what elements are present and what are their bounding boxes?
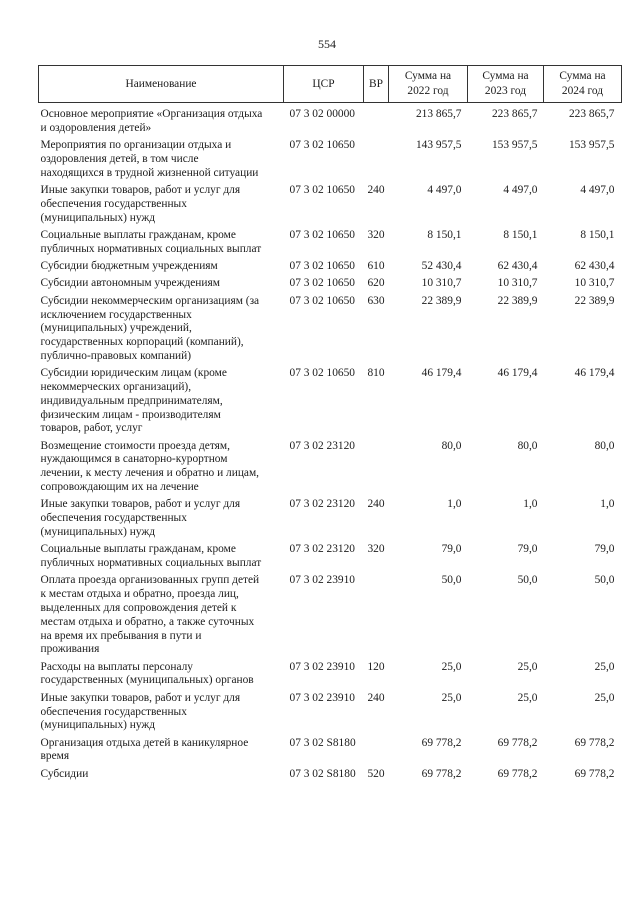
row-vr: 630 xyxy=(367,294,385,307)
row-name: Субсидии автономным учреждениям xyxy=(40,277,220,290)
row-csr: 07 3 02 S8180 xyxy=(289,767,356,780)
row-name: Основное мероприятие «Организация отдыха и оздоровления детей» xyxy=(40,108,263,134)
row-sum-2022: 25,0 xyxy=(441,660,462,673)
row-sum-2022: 69 778,2 xyxy=(421,767,462,780)
row-sum-2024: 22 389,9 xyxy=(574,294,615,307)
row-sum-2024: 10 310,7 xyxy=(574,277,615,290)
row-csr: 07 3 02 23910 xyxy=(289,691,355,704)
row-name: Иные закупки товаров, работ и услуг для обеспечения государственных (муниципальных) нужд xyxy=(40,184,241,224)
table-row xyxy=(39,573,622,659)
table-row xyxy=(39,365,622,437)
row-sum-2024: 79,0 xyxy=(594,543,615,556)
row-sum-2022: 50,0 xyxy=(441,574,462,587)
table-row xyxy=(39,137,622,182)
row-vr xyxy=(364,573,389,659)
row-sum-2024: 1,0 xyxy=(600,498,615,511)
row-sum-2023: 223 865,7 xyxy=(491,108,538,121)
row-csr: 07 3 02 S8180 xyxy=(289,736,356,749)
header-sum-2022-line2: 2022 год xyxy=(407,85,449,97)
table-row xyxy=(39,542,622,573)
table-header xyxy=(39,66,622,103)
header-row xyxy=(39,66,622,103)
table-row xyxy=(39,438,622,497)
header-sum-2024-line2: 2024 год xyxy=(561,85,604,97)
row-sum-2022: 79,0 xyxy=(441,543,462,556)
row-sum-2022: 22 389,9 xyxy=(421,294,462,307)
row-name: Социальные выплаты гражданам, кроме публичных нормативных социальных выплат xyxy=(40,229,262,255)
row-sum-2022: 52 430,4 xyxy=(421,260,462,273)
row-sum-2022: 25,0 xyxy=(441,691,462,704)
row-vr xyxy=(364,438,389,497)
row-sum-2024: 25,0 xyxy=(594,691,615,704)
row-vr: 520 xyxy=(367,767,385,780)
table-row xyxy=(39,690,622,735)
row-sum-2022: 8 150,1 xyxy=(427,229,462,242)
row-sum-2023: 80,0 xyxy=(517,439,538,452)
row-sum-2022: 80,0 xyxy=(441,439,462,452)
row-csr: 07 3 02 23120 xyxy=(289,439,355,452)
row-sum-2023: 8 150,1 xyxy=(503,229,538,242)
row-sum-2022: 143 957,5 xyxy=(415,139,462,152)
row-vr: 320 xyxy=(367,229,385,242)
header-sum-2024 xyxy=(544,66,622,103)
table-row xyxy=(39,182,622,227)
row-vr: 620 xyxy=(367,277,385,290)
row-sum-2024: 46 179,4 xyxy=(574,367,615,380)
row-name: Организация отдыха детей в каникулярное время xyxy=(40,736,249,763)
row-name: Субсидии некоммерческим организациям (за исключением государственных (муниципальных) учреждений, государственных корпораций (компаний), публично-правовых компаний) xyxy=(40,294,260,362)
row-sum-2023: 25,0 xyxy=(517,660,538,673)
row-sum-2022: 1,0 xyxy=(447,498,462,511)
row-csr: 07 3 02 23910 xyxy=(289,660,355,673)
row-name: Социальные выплаты гражданам, кроме публичных нормативных социальных выплат xyxy=(40,543,262,570)
row-csr: 07 3 02 10650 xyxy=(289,229,355,242)
table-row xyxy=(39,258,622,275)
row-csr: 07 3 02 23120 xyxy=(289,543,355,556)
row-sum-2024: 50,0 xyxy=(594,574,615,587)
table-row xyxy=(39,659,622,690)
row-sum-2022: 46 179,4 xyxy=(421,367,462,380)
table-row xyxy=(39,293,622,365)
row-sum-2024: 62 430,4 xyxy=(574,260,615,273)
row-name: Субсидии бюджетным учреждениям xyxy=(40,260,218,273)
row-name: Мероприятия по организации отдыха и оздоровления детей, в том числе находящихся в трудной жизненной ситуации xyxy=(40,139,259,179)
row-sum-2024: 153 957,5 xyxy=(568,139,615,152)
table-row xyxy=(39,227,622,258)
row-csr: 07 3 02 00000 xyxy=(289,108,355,121)
row-sum-2023: 79,0 xyxy=(517,543,538,556)
header-csr: ЦСР xyxy=(284,66,364,103)
row-name: Оплата проезда организованных групп детей к местам отдыха и обратно, проезда лиц, выделенных для сопровождения детей к местам отдыха и обратно, а также суточных на время их пребывания в пути и проживания xyxy=(40,574,260,656)
row-sum-2024: 69 778,2 xyxy=(574,767,615,780)
row-csr: 07 3 02 23910 xyxy=(289,574,355,587)
budget-table xyxy=(38,65,622,783)
row-sum-2024: 8 150,1 xyxy=(580,229,615,242)
row-vr: 320 xyxy=(367,543,385,556)
row-csr: 07 3 02 10650 xyxy=(289,294,355,307)
row-sum-2024: 80,0 xyxy=(594,439,615,452)
row-vr: 240 xyxy=(367,691,385,704)
table-row xyxy=(39,766,622,783)
table-row xyxy=(39,103,622,138)
row-sum-2022: 4 497,0 xyxy=(427,184,462,197)
header-vr: ВР xyxy=(364,66,389,103)
row-vr: 240 xyxy=(367,498,385,511)
row-name: Иные закупки товаров, работ и услуг для обеспечения государственных (муниципальных) нужд xyxy=(40,691,241,732)
table-row xyxy=(39,276,622,293)
row-sum-2022: 213 865,7 xyxy=(415,108,462,121)
page-number: 554 xyxy=(318,37,336,51)
row-sum-2024: 223 865,7 xyxy=(568,108,615,121)
row-name: Субсидии xyxy=(40,767,89,780)
row-sum-2023: 46 179,4 xyxy=(497,367,538,380)
row-sum-2024: 25,0 xyxy=(594,660,615,673)
row-sum-2024: 69 778,2 xyxy=(574,736,615,749)
row-name: Возмещение стоимости проезда детям, нуждающимся в санаторно-курортном лечении, к месту лечения и обратно и лицам, сопровождающим их на лечение xyxy=(40,439,260,494)
row-name: Иные закупки товаров, работ и услуг для обеспечения государственных (муниципальных) нужд xyxy=(40,498,241,538)
row-sum-2023: 1,0 xyxy=(523,498,538,511)
table-row xyxy=(39,497,622,542)
row-csr: 07 3 02 23120 xyxy=(289,498,355,511)
row-sum-2023: 62 430,4 xyxy=(497,260,538,273)
row-vr: 120 xyxy=(367,660,385,673)
row-csr: 07 3 02 10650 xyxy=(289,277,355,290)
row-csr: 07 3 02 10650 xyxy=(289,260,355,273)
header-sum-2023-line2: 2023 год xyxy=(484,85,527,97)
row-sum-2023: 22 389,9 xyxy=(497,294,538,307)
row-sum-2023: 69 778,2 xyxy=(497,767,538,780)
row-sum-2023: 10 310,7 xyxy=(497,277,538,290)
row-name: Субсидии юридическим лицам (кроме некоммерческих организаций), индивидуальным предпринимателям, физическим лицам - производителям товаров, работ, услуг xyxy=(40,367,227,435)
row-vr xyxy=(364,137,389,182)
header-sum-2023 xyxy=(468,66,544,103)
row-csr: 07 3 02 10650 xyxy=(289,184,355,197)
row-sum-2023: 25,0 xyxy=(517,691,538,704)
row-vr: 810 xyxy=(367,367,385,380)
row-vr: 610 xyxy=(367,260,385,273)
row-sum-2023: 69 778,2 xyxy=(497,736,538,749)
row-name: Расходы на выплаты персоналу государственных (муниципальных) органов xyxy=(40,660,254,687)
row-sum-2023: 153 957,5 xyxy=(491,139,538,152)
header-name: Наименование xyxy=(39,66,284,103)
row-vr: 240 xyxy=(367,184,385,197)
table-body xyxy=(39,103,622,784)
row-csr: 07 3 02 10650 xyxy=(289,367,355,380)
row-sum-2022: 69 778,2 xyxy=(421,736,462,749)
row-vr xyxy=(364,735,389,766)
table-row xyxy=(39,735,622,766)
row-csr: 07 3 02 10650 xyxy=(289,139,355,152)
row-sum-2022: 10 310,7 xyxy=(421,277,462,290)
row-vr xyxy=(364,103,389,138)
header-sum-2022 xyxy=(389,66,468,103)
row-sum-2023: 4 497,0 xyxy=(503,184,538,197)
header-sum-2024-line1: Сумма на xyxy=(559,70,606,82)
row-sum-2023: 50,0 xyxy=(517,574,538,587)
row-sum-2024: 4 497,0 xyxy=(580,184,615,197)
header-sum-2022-line1: Сумма на xyxy=(404,70,452,82)
header-sum-2023-line1: Сумма на xyxy=(482,70,529,82)
